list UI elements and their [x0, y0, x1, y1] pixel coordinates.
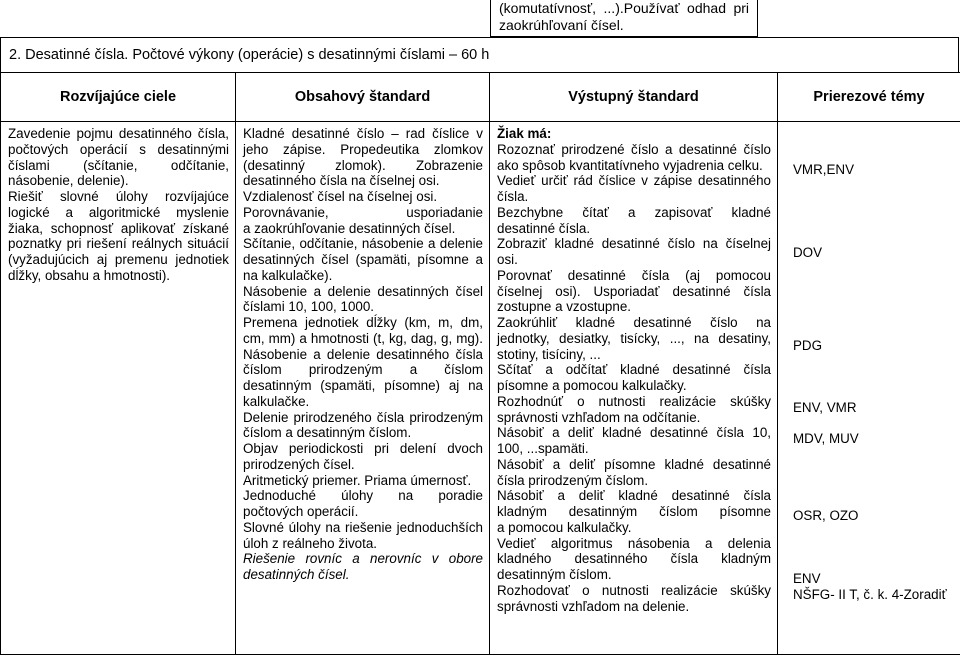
output-line: písomne a pomocou kalkulačky.: [497, 378, 771, 394]
content-line: desatinných čísel (spamäti, písomne a: [243, 252, 483, 268]
content-standard-cell: [236, 122, 490, 655]
goals-line: žiaka, schopnosť aplikovať získané: [8, 221, 229, 237]
content-line: Delenie prirodzeného čísla prirodzeným: [243, 410, 483, 426]
goals-line: dĺžky, obsahu a hmotnosti).: [8, 268, 229, 284]
previous-row-fragment: [490, 0, 758, 37]
output-line: desatinným číslom.: [497, 567, 771, 583]
content-standard-text: [236, 122, 489, 654]
goals-text: [1, 122, 235, 654]
output-line: Bezchybne čítať a zapisovať kladné: [497, 205, 771, 221]
content-line: číslom prirodzeným a číslom: [243, 362, 483, 378]
output-line: Rozhodnúť o nutnosti realizácie skúšky: [497, 394, 771, 410]
cross-topic-item: VMR,ENV: [793, 162, 854, 178]
fragment-word: (komutatívnosť,: [499, 0, 596, 17]
content-line: jeho zápise. Propedeutika zlomkov: [243, 142, 483, 158]
cross-topic-item: ENV: [793, 571, 821, 587]
output-line: číselnej osi). Usporiadať desatinné čísla: [497, 284, 771, 300]
content-line: desatinným (spamäti, písomne) aj na: [243, 378, 483, 394]
goals-line: číslami (sčítanie, odčítanie,: [8, 158, 229, 174]
output-line: kladného desatinného čísla kladným: [497, 551, 771, 567]
goals-line: logické a algoritmické myslenie: [8, 205, 229, 221]
content-line: cm, mm) a hmotnosti (t, kg, dag, g, mg).: [243, 331, 483, 347]
content-line: Slovné úlohy na riešenie jednoduchších: [243, 520, 483, 536]
content-line: (desatinný zlomok). Zobrazenie: [243, 158, 483, 174]
table-row: [1, 122, 960, 655]
output-line: zostupne a vzostupne.: [497, 299, 771, 315]
output-line: Zaokrúhliť kladné desatinné číslo na: [497, 315, 771, 331]
output-standard-text: [490, 122, 777, 654]
content-line: desatinného čísla na číselnej osi.: [243, 173, 483, 189]
goals-cell: [1, 122, 236, 655]
output-line: čísla.: [497, 189, 771, 205]
header-goals: Rozvíjajúce ciele: [1, 73, 236, 122]
output-line: Rozoznať prirodzené číslo a desatinné číslo: [497, 142, 771, 158]
output-line: Vedieť algoritmus násobenia a delenia: [497, 536, 771, 552]
output-line: Sčítať a odčítať kladné desatinné čísla: [497, 362, 771, 378]
goals-line: Riešiť slovné úlohy rozvíjajúce: [8, 189, 229, 205]
fragment-word: odhad: [687, 0, 726, 17]
output-line: čísla prirodzeným číslom.: [497, 473, 771, 489]
table-header-row: [1, 73, 960, 122]
cross-topic-item: NŠFG- II T, č. k. 4-Zoradiť: [793, 587, 947, 603]
fragment-word: ...).Používať: [604, 0, 680, 17]
content-line: Riešenie rovníc a nerovníc v obore: [243, 551, 483, 567]
header-cross-topics: Prierezové témy: [778, 73, 960, 122]
content-line: počtových operácií.: [243, 504, 483, 520]
content-line: Aritmetický priemer. Priama úmernosť.: [243, 473, 483, 489]
content-line: Vzdialenosť čísel na číselnej osi.: [243, 189, 483, 205]
content-line: Objav periodickosti pri delení dvoch: [243, 441, 483, 457]
output-line: Násobiť a deliť kladné desatinné čísla 10,: [497, 425, 771, 441]
output-line: ako spôsob kvantitatívneho vyjadrenia celku.: [497, 158, 771, 174]
content-line: Porovnávanie, usporiadanie: [243, 205, 483, 221]
content-line: Sčítanie, odčítanie, násobenie a delenie: [243, 236, 483, 252]
output-line: desatinné čísla.: [497, 221, 771, 237]
output-line: Zobraziť kladné desatinné číslo na číselnej: [497, 236, 771, 252]
output-standard-cell: [490, 122, 778, 655]
fragment-line-1: [499, 0, 749, 17]
output-line: Rozhodovať o nutnosti realizácie skúšky: [497, 583, 771, 599]
cross-topics-list: [778, 122, 960, 654]
content-line: číslami 10, 100, 1000.: [243, 299, 483, 315]
curriculum-table: [0, 72, 960, 655]
cross-topic-item: DOV: [793, 245, 822, 261]
output-standard-heading: Žiak má:: [497, 126, 771, 142]
content-line: na kalkulačke).: [243, 268, 483, 284]
cross-topic-item: MDV, MUV: [793, 431, 859, 447]
goals-line: (vyžadujúcich aj premenu jednotiek: [8, 252, 229, 268]
cross-topics-cell: [778, 122, 960, 655]
content-line: Kladné desatinné číslo – rad číslice v: [243, 126, 483, 142]
cross-topic-item: OSR, OZO: [793, 508, 858, 524]
output-line: jednotky, desiatky, tisícky, ..., na desatiny,: [497, 331, 771, 347]
content-line: Jednoduché úlohy na poradie: [243, 488, 483, 504]
content-line: desatinných čísel.: [243, 567, 483, 583]
content-line: prirodzených čísel.: [243, 457, 483, 473]
output-line: Porovnať desatinné čísla (aj pomocou: [497, 268, 771, 284]
output-line: kladným desatinným číslom písomne: [497, 504, 771, 520]
output-line: správnosti vzhľadom na odčítanie.: [497, 410, 771, 426]
goals-line: počtových operácií s desatinnými: [8, 142, 229, 158]
output-line: Vedieť určiť rád číslice v zápise desatinného: [497, 173, 771, 189]
output-line: stotiny, tisíciny, ...: [497, 347, 771, 363]
fragment-line-2: zaokrúhľovaní čísel.: [499, 17, 749, 34]
cross-topic-item: ENV, VMR: [793, 400, 857, 416]
output-line: 100, ...spamäti.: [497, 441, 771, 457]
header-output-standard: Výstupný štandard: [490, 73, 778, 122]
content-line: úloh z reálneho života.: [243, 536, 483, 552]
content-line: a zaokrúhľovanie desatinných čísel.: [243, 221, 483, 237]
output-line: a pomocou kalkulačky.: [497, 520, 771, 536]
goals-line: Zavedenie pojmu desatinného čísla,: [8, 126, 229, 142]
content-line: kalkulačke.: [243, 394, 483, 410]
output-line: Násobiť a deliť písomne kladné desatinné: [497, 457, 771, 473]
output-line: správnosti vzhľadom na delenie.: [497, 599, 771, 615]
output-line: osi.: [497, 252, 771, 268]
fragment-word: pri: [733, 0, 749, 17]
content-line: Premena jednotiek dĺžky (km, m, dm,: [243, 315, 483, 331]
goals-line: poznatky pri riešení reálnych situácií: [8, 236, 229, 252]
output-line: Násobiť a deliť kladné desatinné čísla: [497, 488, 771, 504]
goals-line: násobenie, delenie).: [8, 173, 229, 189]
header-content-standard: Obsahový štandard: [236, 73, 490, 122]
section-title: 2. Desatinné čísla. Počtové výkony (operácie) s desatinnými číslami – 60 h: [0, 37, 959, 73]
content-line: Násobenie a delenie desatinných čísel: [243, 284, 483, 300]
content-line: číslom a desatinným číslom.: [243, 425, 483, 441]
cross-topic-item: PDG: [793, 338, 822, 354]
content-line: Násobenie a delenie desatinného čísla: [243, 347, 483, 363]
